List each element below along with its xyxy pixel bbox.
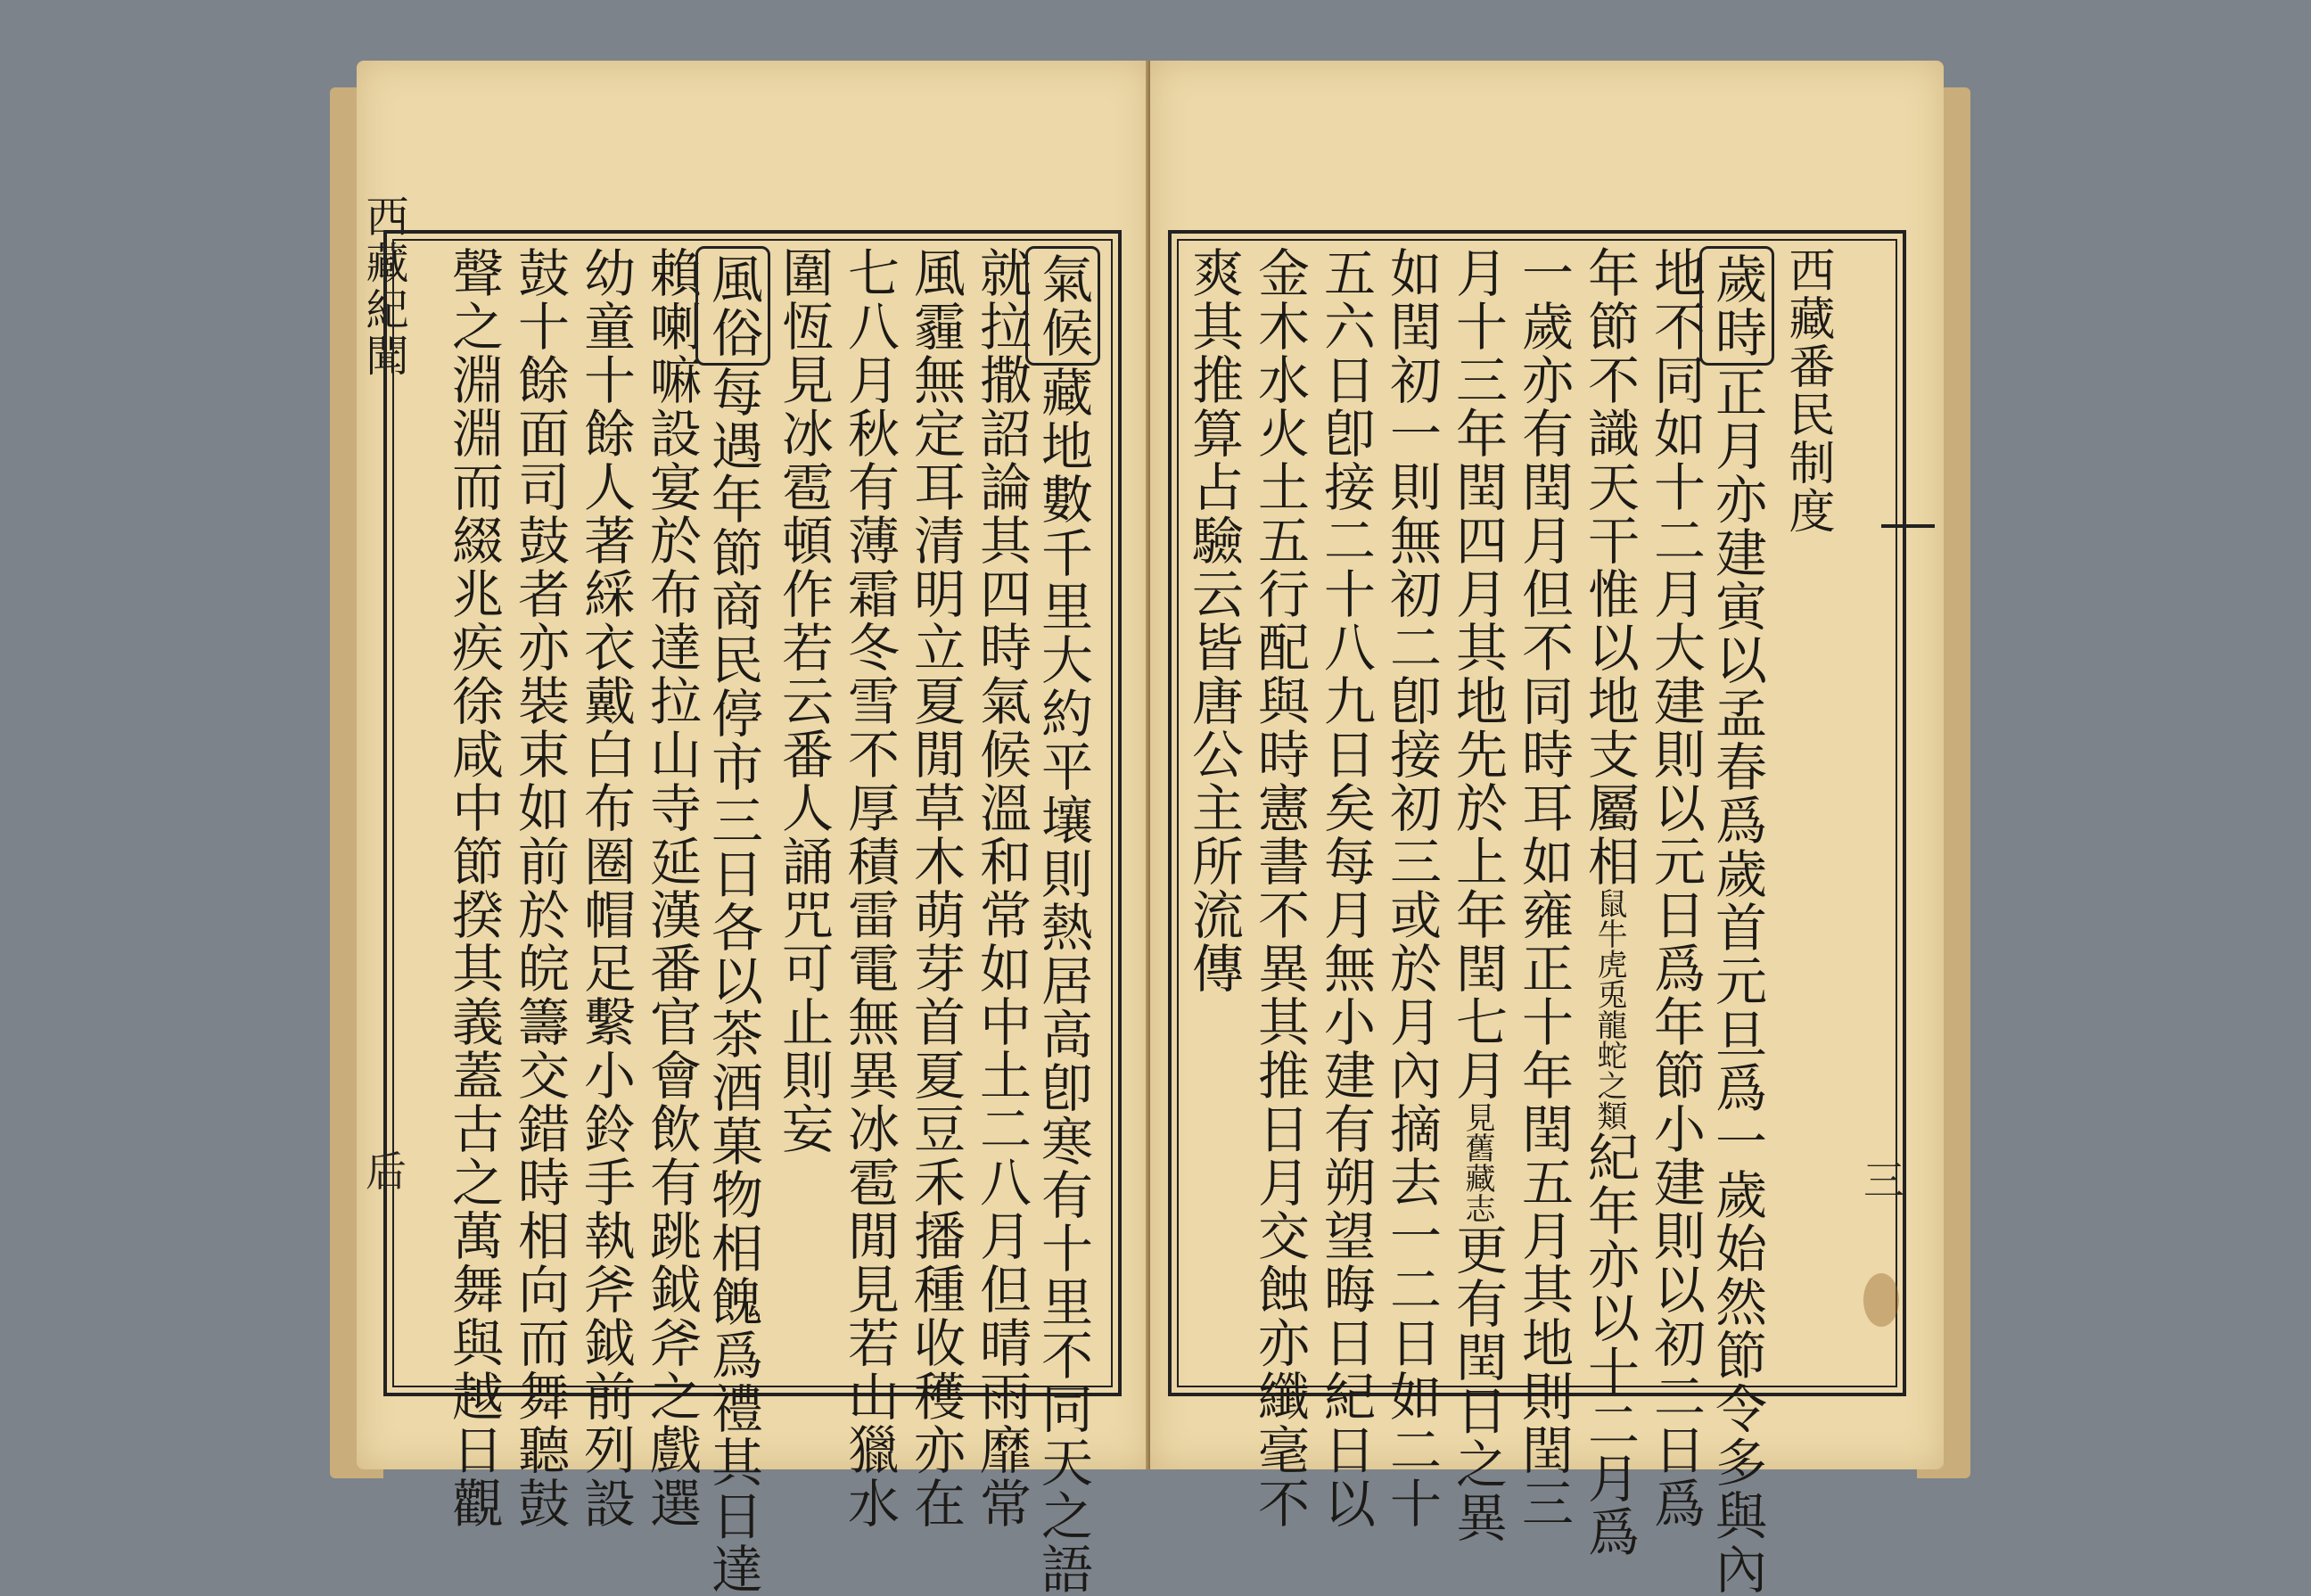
column-text: 幼童十餘人著綵衣戴白布圈帽足繫小鈴手執斧鉞前列設 — [575, 246, 636, 1530]
right-text-columns — [1183, 246, 1840, 1596]
text-column — [572, 246, 638, 1530]
interlinear-note: 鼠牛虎兎龍蛇之類 — [1591, 888, 1627, 1131]
text-column — [1032, 246, 1100, 1596]
right-page-number: 三 — [1863, 1156, 1904, 1205]
left-margin-title: 西藏紀聞 — [358, 194, 408, 380]
column-text: 賴喇嘛設宴於布達拉山寺延漢番官會飲有跳鉞斧之戲選 — [641, 246, 702, 1530]
fishtail-mark — [1881, 524, 1935, 581]
section-heading: 氣候 — [1025, 246, 1100, 366]
right-text-frame — [1168, 230, 1906, 1596]
left-page-number: 后 — [366, 1148, 407, 1196]
column-text: 藏地數千里大約平壤則熱居高卽寒有十里不同天之語 — [1032, 366, 1093, 1596]
column-text: 金木水火土五行配與時憲書不異其推日月交蝕亦纖毫不 — [1249, 246, 1310, 1530]
interlinear-note: 見舊藏志 — [1460, 1102, 1495, 1223]
column-text: 西藏番民制度 — [1781, 246, 1834, 535]
open-book — [330, 52, 1970, 1596]
column-text: 每遇年節商民停市三日各以茶酒菓物相餽爲禮其日達 — [703, 366, 763, 1596]
column-text: 聲之淵淵而綴兆疾徐咸中節揆其義蓋古之萬舞與越日觀 — [443, 246, 504, 1530]
column-text: 一歲亦有閏月但不同時耳如雍正十年閏五月其地則閏三 — [1513, 246, 1574, 1530]
left-text-columns — [414, 246, 1100, 1596]
column-text-continued: 更有閏日之異 — [1447, 1223, 1508, 1544]
column-text: 爽其推算占驗云皆唐公主所流傳 — [1183, 246, 1244, 995]
column-text: 風霾無定耳清明立夏閒草木萌芽首夏豆禾播種收穫亦在 — [905, 246, 966, 1530]
text-column — [506, 246, 572, 1530]
column-text: 就拉撒詔論其四時氣候溫和常如中土二八月但晴雨靡常 — [971, 246, 1032, 1530]
column-text: 年節不識天干惟以地支屬相 — [1579, 246, 1640, 888]
text-column — [638, 246, 704, 1530]
text-column — [703, 246, 770, 1596]
column-text: 五六日卽接二十八九日矣每月無小建有朔望晦日紀日以 — [1315, 246, 1376, 1530]
column-text: 地不同如十二月大建則以元日爲年節小建則以初二日爲 — [1645, 246, 1706, 1530]
column-text: 鼓十餘面司鼓者亦裝束如前於皖籌交錯時相向而舞聽鼓 — [509, 246, 570, 1530]
column-text: 七八月秋有薄霜冬雪不厚積雷電無異冰雹閒見若山獵水 — [839, 246, 900, 1530]
text-column — [440, 246, 506, 1530]
text-column — [1180, 246, 1246, 1380]
column-text: 月十三年閏四月其地先於上年閏七月 — [1447, 246, 1508, 1102]
text-column — [1510, 246, 1576, 1530]
text-column — [1246, 246, 1312, 1530]
left-text-frame — [383, 230, 1122, 1596]
text-column — [1707, 246, 1774, 1596]
text-column — [836, 246, 902, 1530]
column-text: 正月亦建寅以孟春爲歲首元旦爲一歲始然節令多與內 — [1707, 366, 1767, 1596]
text-column — [1378, 246, 1444, 1530]
text-column — [1774, 246, 1840, 1380]
column-text: 圍恆見冰雹頓作若云番人誦咒可止則妄 — [773, 246, 834, 1156]
text-column — [1642, 246, 1708, 1530]
text-column — [1312, 246, 1378, 1530]
column-text: 如閏初一則無初二卽接初三或於月內摘去一二日如二十 — [1381, 246, 1442, 1530]
text-column — [968, 246, 1034, 1530]
section-heading: 風俗 — [695, 246, 770, 366]
paper-stain — [1863, 1273, 1899, 1327]
text-column — [1576, 246, 1642, 1559]
text-column — [1444, 246, 1510, 1544]
left-page — [357, 61, 1150, 1596]
section-heading: 歲時 — [1699, 246, 1774, 366]
column-text-continued: 紀年亦以十二月爲 — [1579, 1131, 1640, 1559]
right-page — [1150, 61, 1944, 1596]
text-column — [902, 246, 968, 1530]
text-column — [770, 246, 836, 1380]
